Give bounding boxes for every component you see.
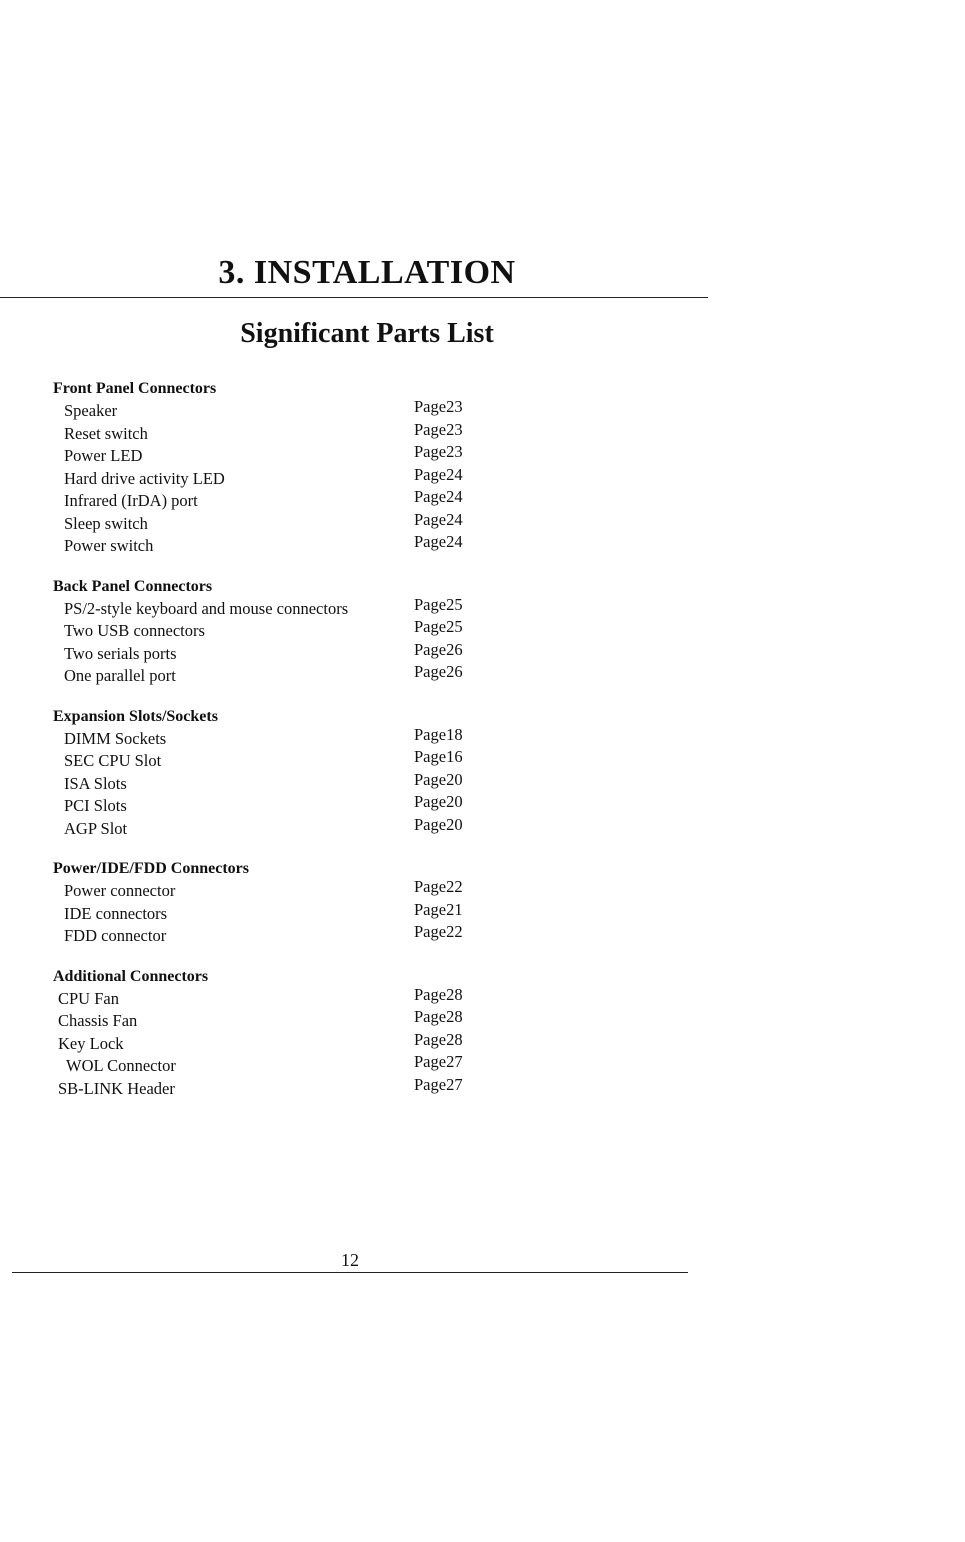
- list-item: [53, 662, 493, 688]
- group-heading: Additional Connectors: [53, 967, 209, 985]
- list-item: [53, 922, 493, 948]
- page-ref: Page22: [414, 922, 463, 941]
- part-name: WOL Connector: [66, 1056, 176, 1075]
- page-ref: Page25: [414, 617, 463, 636]
- part-name: PCI Slots: [64, 796, 127, 815]
- part-name: PS/2-style keyboard and mouse connectors: [64, 598, 349, 618]
- bottom-divider: [12, 1272, 688, 1273]
- part-name: IDE connectors: [64, 903, 168, 923]
- top-divider: [0, 297, 708, 298]
- group-heading: Front Panel Connectors: [53, 380, 217, 397]
- page-ref: Page28: [414, 984, 463, 1004]
- part-name: DIMM Sockets: [64, 728, 167, 748]
- list-item: [53, 1074, 493, 1101]
- group-heading: Back Panel Connectors: [53, 577, 213, 595]
- part-name: AGP Slot: [64, 818, 128, 838]
- part-name: ISA Slots: [64, 773, 127, 793]
- part-name: CPU Fan: [58, 988, 119, 1008]
- part-name: One parallel port: [64, 666, 176, 685]
- list-item: [53, 532, 493, 558]
- parts-list: [53, 378, 493, 1118]
- page-number: 12: [341, 1250, 359, 1270]
- page-ref: Page23: [414, 419, 463, 439]
- part-name: Infrared (IrDA) port: [64, 491, 198, 510]
- page-ref: Page20: [414, 792, 463, 811]
- part-name: Sleep switch: [64, 513, 148, 533]
- part-name: Hard drive activity LED: [64, 468, 225, 488]
- section-title: Significant Parts List: [240, 318, 494, 349]
- part-name: Chassis Fan: [58, 1011, 138, 1030]
- page-ref: Page24: [414, 464, 463, 484]
- list-item: [53, 814, 493, 841]
- part-name: Key Lock: [58, 1033, 124, 1053]
- part-name: Power LED: [64, 446, 143, 465]
- page-ref: Page26: [414, 639, 463, 659]
- page-ref: Page20: [414, 769, 463, 789]
- group-front-panel: [53, 378, 493, 558]
- page-ref: Page24: [414, 509, 463, 529]
- page-ref: Page18: [414, 724, 463, 744]
- page-ref: Page27: [414, 1052, 463, 1071]
- part-name: Reset switch: [64, 423, 148, 443]
- part-name: Power connector: [64, 881, 176, 900]
- group-power-ide-fdd: [53, 858, 493, 948]
- part-name: Two serials ports: [64, 643, 177, 663]
- group-back-panel: [53, 576, 493, 688]
- group-heading: Expansion Slots/Sockets: [53, 707, 218, 725]
- part-name: SEC CPU Slot: [64, 751, 162, 770]
- page-ref: Page27: [414, 1074, 463, 1094]
- chapter-title: 3. INSTALLATION: [218, 254, 516, 291]
- page-ref: Page28: [414, 1029, 463, 1049]
- page-ref: Page24: [414, 487, 463, 506]
- part-name: Power switch: [64, 536, 154, 555]
- page-ref: Page23: [414, 442, 463, 461]
- page-ref: Page28: [414, 1007, 463, 1026]
- part-name: SB-LINK Header: [58, 1078, 175, 1098]
- group-expansion-slots: [53, 706, 493, 841]
- page-ref: Page22: [414, 877, 463, 896]
- part-name: Two USB connectors: [64, 621, 205, 640]
- page-ref: Page24: [414, 532, 463, 551]
- page-ref: Page26: [414, 662, 463, 681]
- part-name: Speaker: [64, 401, 118, 420]
- page-ref: Page20: [414, 814, 463, 834]
- group-additional: [53, 966, 493, 1101]
- page-ref: Page16: [414, 747, 463, 766]
- part-name: FDD connector: [64, 926, 167, 945]
- page-ref: Page25: [414, 594, 463, 614]
- page-ref: Page23: [414, 397, 463, 416]
- page-ref: Page21: [414, 899, 463, 919]
- group-heading: Power/IDE/FDD Connectors: [53, 860, 249, 877]
